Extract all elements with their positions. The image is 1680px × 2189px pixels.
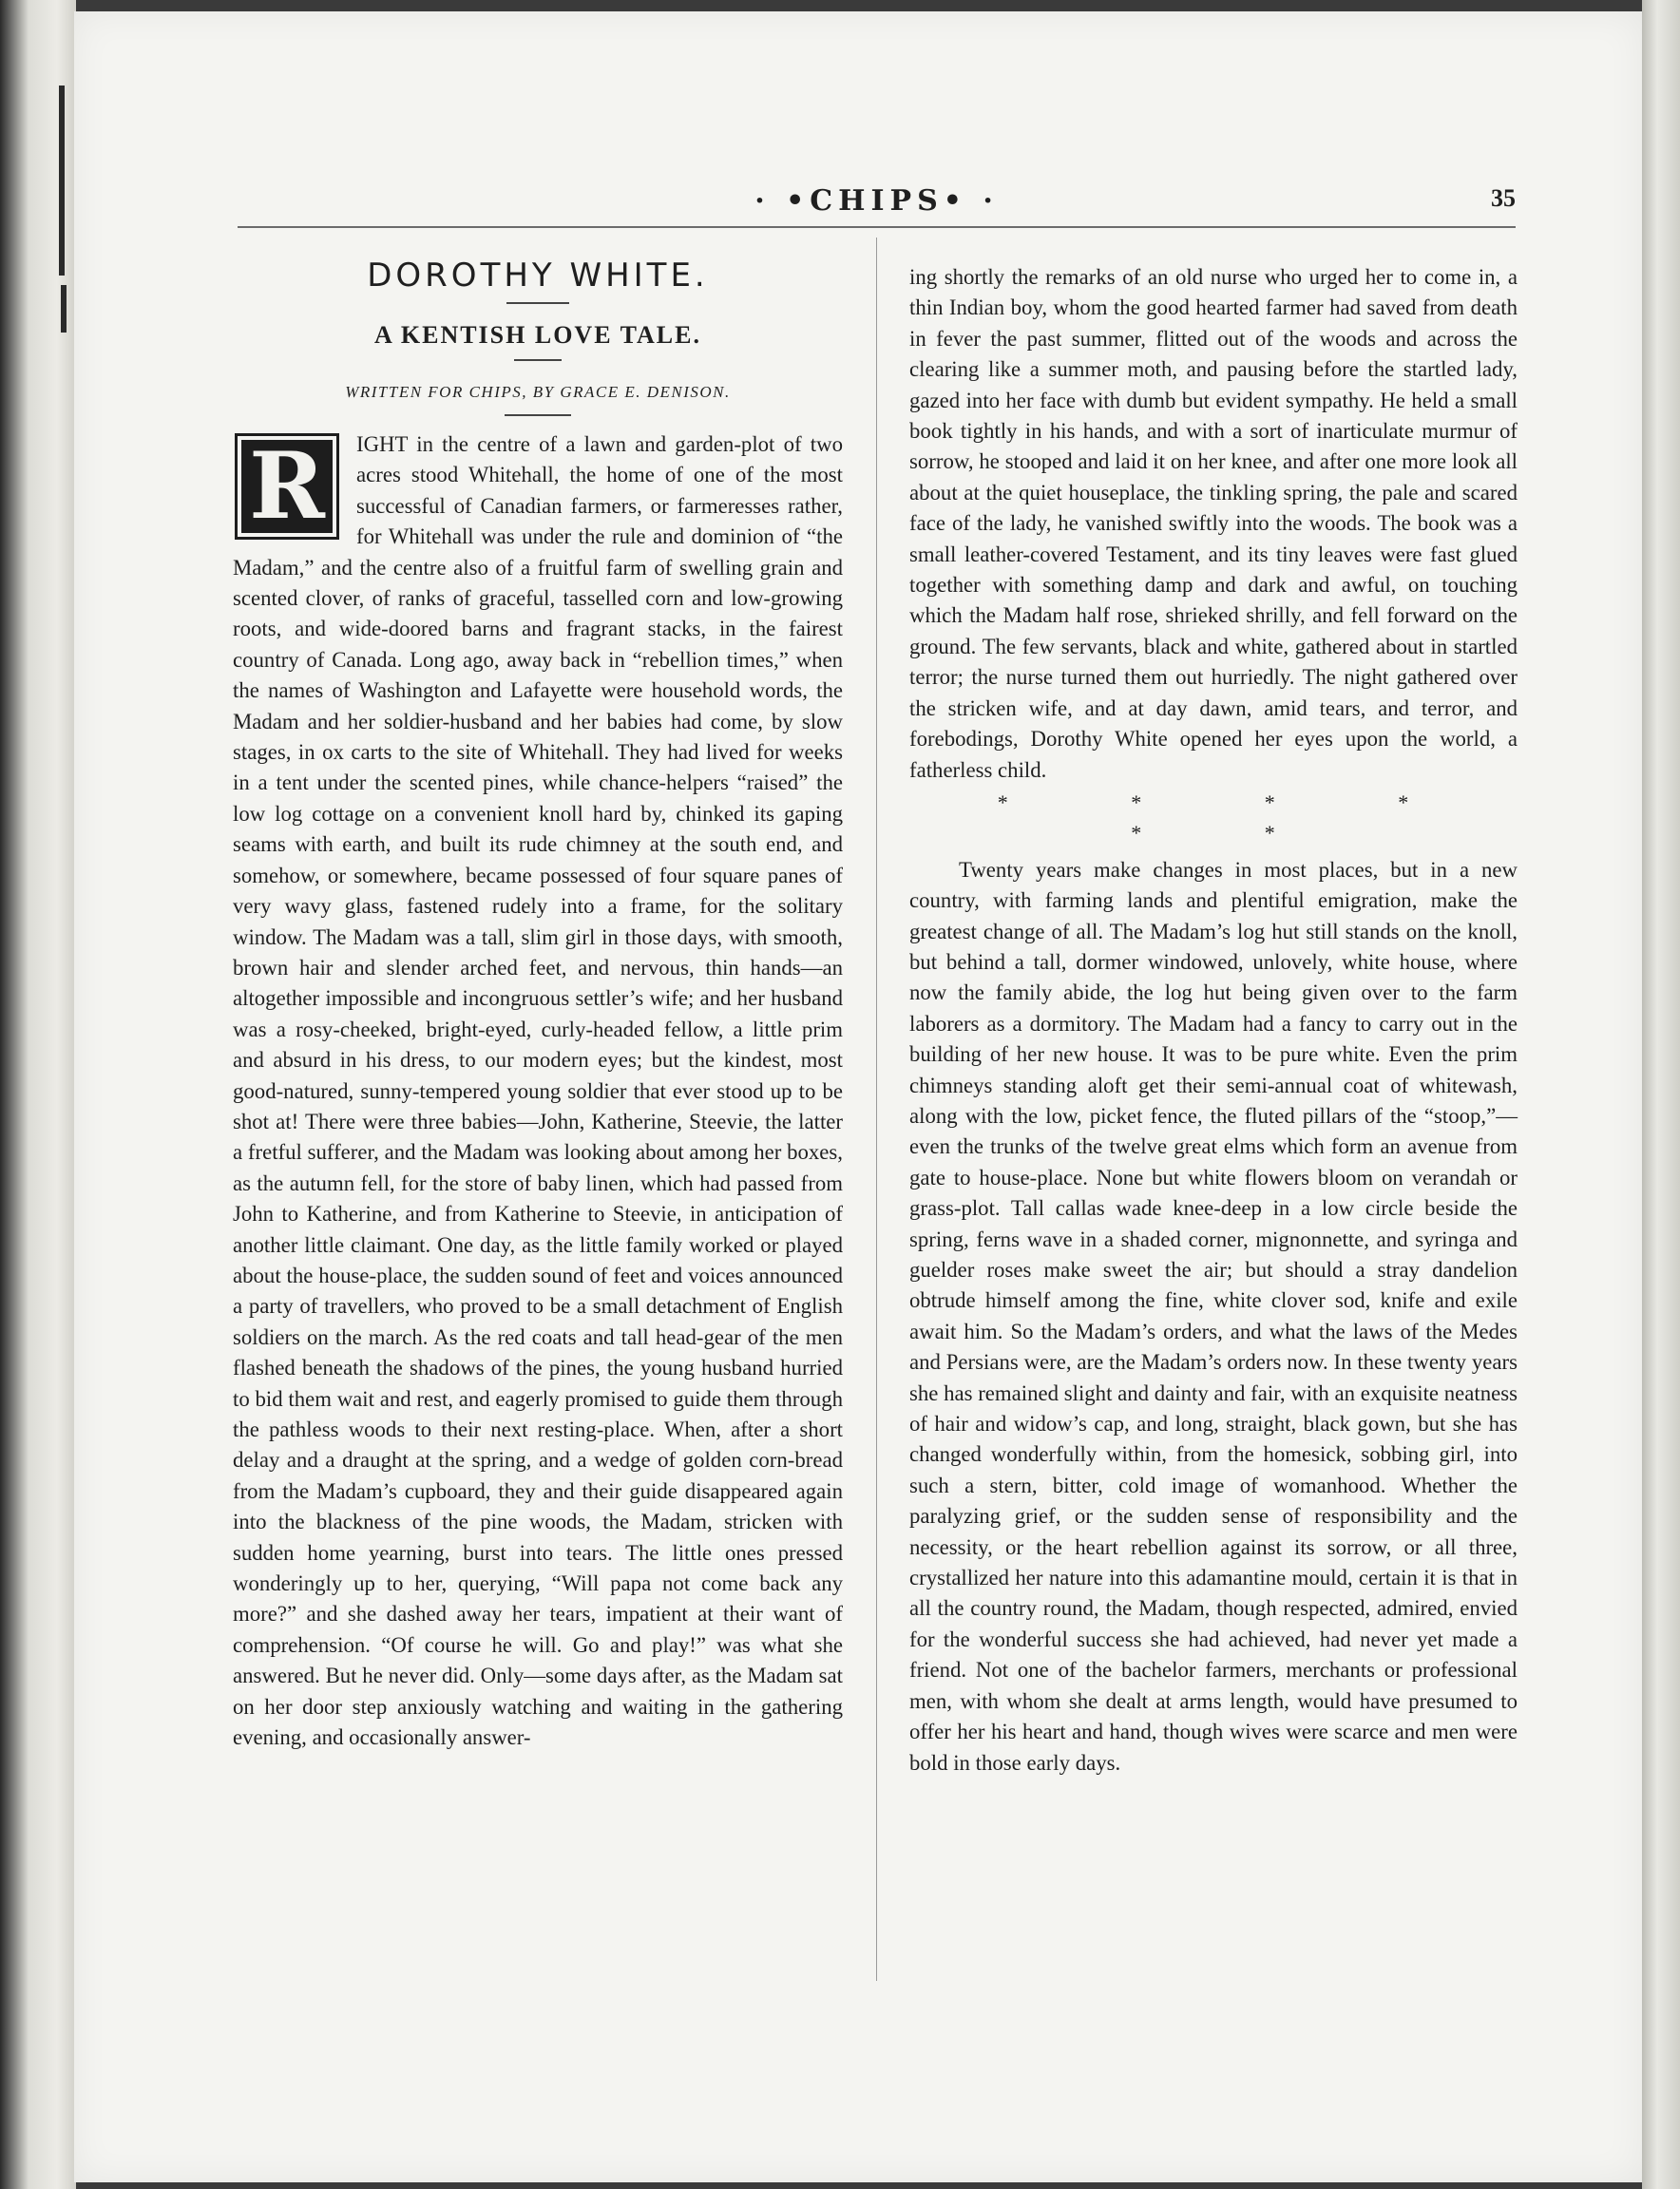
- article-title: DOROTHY WHITE.: [367, 257, 709, 295]
- drop-cap-letter: R: [249, 432, 325, 540]
- page-edge: [1642, 0, 1680, 2189]
- article-subtitle: A KENTISH LOVE TALE.: [374, 321, 701, 349]
- right-column: [909, 262, 1518, 1779]
- paragraph-1: IGHT in the centre of a lawn and garden-plot of two acres stood Whitehall, the home of one of the most successful of Canadian farmers, or farmeresses rather, for Whitehall was under the rule and dominion of “the Madam,” and the centre also of a fruitful farm of swelling grain and scented clover, of ranks of graceful, tasselled corn and low-growing roots, and wide-doored barns and fragrant stacks, in the fairest country of Canada. Long ago, away back in “rebellion times,” when the names of Washington and Lafayette were household words, the Madam and her soldier-husband and her babies had come, by slow stages, in ox carts to the site of Whitehall. They had lived for weeks in a tent under the scented pines, while chance-helpers “raised” the low log cottage on a convenient knoll hard by, chinked its gaping seams with earth, and built its rude chimney at the south end, and somehow, or somewhere, became possessed of four square panes of very wavy glass, fastened rudely into a frame, for the solitary window. The Madam was a tall, slim girl in those days, with smooth, brown hair and slender arched feet, and nervous, thin hands—an altogether impossible and incongruous settler’s wife; and her husband was a rosy-cheeked, bright-eyed, curly-headed fellow, a little prim and absurd in his dress, to our modern eyes; but the kindest, most good-natured, sunny-tempered young soldier that ever stood up to be shot at! There were three babies—John, Katherine, Steevie, the latter a fretful sufferer, and the Madam was looking about among her boxes, as the autumn fell, for the store of baby linen, which had passed from John to Katherine, and from Katherine to Steevie, in anticipation of another little claimant. One day, as the little family worked or played about the house-place, the sudden sound of feet and voices announced a party of travellers, who proved to be a small detachment of English soldiers on the march. As the red coats and tall head-gear of the men flashed beneath the shadows of the pines, the young husband hurried to bid them wait and rest, and eagerly promised to guide them through the pathless woods to their next resting-place. When, after a short delay and a draught at the spring, and a wedge of golden corn-bread from the Madam’s cupboard, they and their guide disappeared again into the blackness of the pine woods, the Madam, stricken with sudden home yearning, burst into tears. The little ones pressed wonderingly up to her, querying, “Will papa not come back any more?” and she dashed away her tears, impatient at their want of comprehension. “Of course he will. Go and play!” was what she answered. But he never did. Only—some days after, as the Madam sat on her door step anxiously watching and waiting in the gathering evening, and occasionally answer-: [233, 432, 843, 1750]
- subtitle-rule: [514, 359, 562, 361]
- column-divider: [876, 238, 877, 1981]
- binding-mark: [59, 86, 65, 276]
- binding-mark: [61, 285, 67, 333]
- page-header: [238, 179, 1516, 226]
- page-number: 35: [1491, 184, 1516, 212]
- header-rule: [238, 226, 1516, 228]
- byline-rule: [505, 414, 571, 416]
- title-rule: [506, 302, 569, 304]
- paragraph-3: Twenty years make changes in most places, but in a new country, with farming lands and plentiful emigration, make the greatest change of all. The Madam’s log hut still stands on the knoll, but behind a tall, dormer windowed, unlovely, white house, where now the family abide, the log hut being given over to the farm laborers as a dormitory. The Madam had a fancy to carry out in the building of her new house. It was to be pure white. Even the prim chimneys standing aloft get their semi-annual coat of whitewash, along with the low, picket fence, the fluted pillars of the “stoop,”—even the trunks of the twelve great elms which form an avenue from gate to house-place. None but white flowers bloom on verandah or grass-plot. Tall callas wade knee-deep in a low circle beside the spring, ferns wave in a shaded corner, mignonnette, and syringa and guelder roses make sweet the air; but should a stray dandelion obtrude himself among the fine, white clover sod, knife and exile await him. So the Madam’s orders, and what the laws of the Medes and Persians were, are the Madam’s orders now. In these twenty years she has remained slight and dainty and fair, with an exquisite neatness of hair and widow’s cap, and long, straight, black gown, but she has changed wonderfully within, from the homesick, sobbing girl, into such a stern, bitter, cold image of womanhood. Whether the paralyzing grief, or the sudden sense of responsibility and the necessity, or the heart rebellion against its sorrow, or all three, crystallized her nature into this adamantine mould, certain it is that in all the country round, the Madam, though respected, admired, envied for the wonderful success she had achieved, had never yet made a friend. Not one of the bachelor farmers, merchants or professional men, with whom she dealt at arms length, would have presumed to offer her his heart and hand, though wives were scarce and men were bold in those early days.: [909, 857, 1518, 1775]
- article-byline: WRITTEN FOR CHIPS, BY GRACE E. DENISON.: [345, 383, 731, 401]
- left-column: [233, 255, 843, 1753]
- drop-cap: [235, 433, 339, 540]
- paragraph-2: ing shortly the remarks of an old nurse who urged her to come in, a thin Indian boy, whom the good hearted farmer had saved from death in fever the past summer, flitted out of the woods and across the clearing like a summer moth, and pausing before the startled lady, gazed into her face with dumb but evident sympathy. He held a small book tightly in his hands, and with a sort of inarticulate murmur of sorrow, he stooped and laid it on her knee, and after one more look all about at the quiet houseplace, the tinkling spring, the pale and scared face of the lady, he vanished swiftly into the woods. The book was a small leather-covered Testament, and its tiny leaves were fast glued together with something damp and dark and awful, on touching which the Madam half rose, shrieked shrilly, and fell forward on the ground. The few servants, black and white, gathered about in startled terror; the nurse turned them out hurriedly. The night gathered over the stricken wife, and at day dawn, amid tears, and terror, and forebodings, Dorothy White opened her eyes upon the world, a fatherless child.: [909, 265, 1518, 782]
- running-head: · •CHIPS• ·: [754, 184, 999, 218]
- section-separator: * * * * * *: [997, 790, 1468, 846]
